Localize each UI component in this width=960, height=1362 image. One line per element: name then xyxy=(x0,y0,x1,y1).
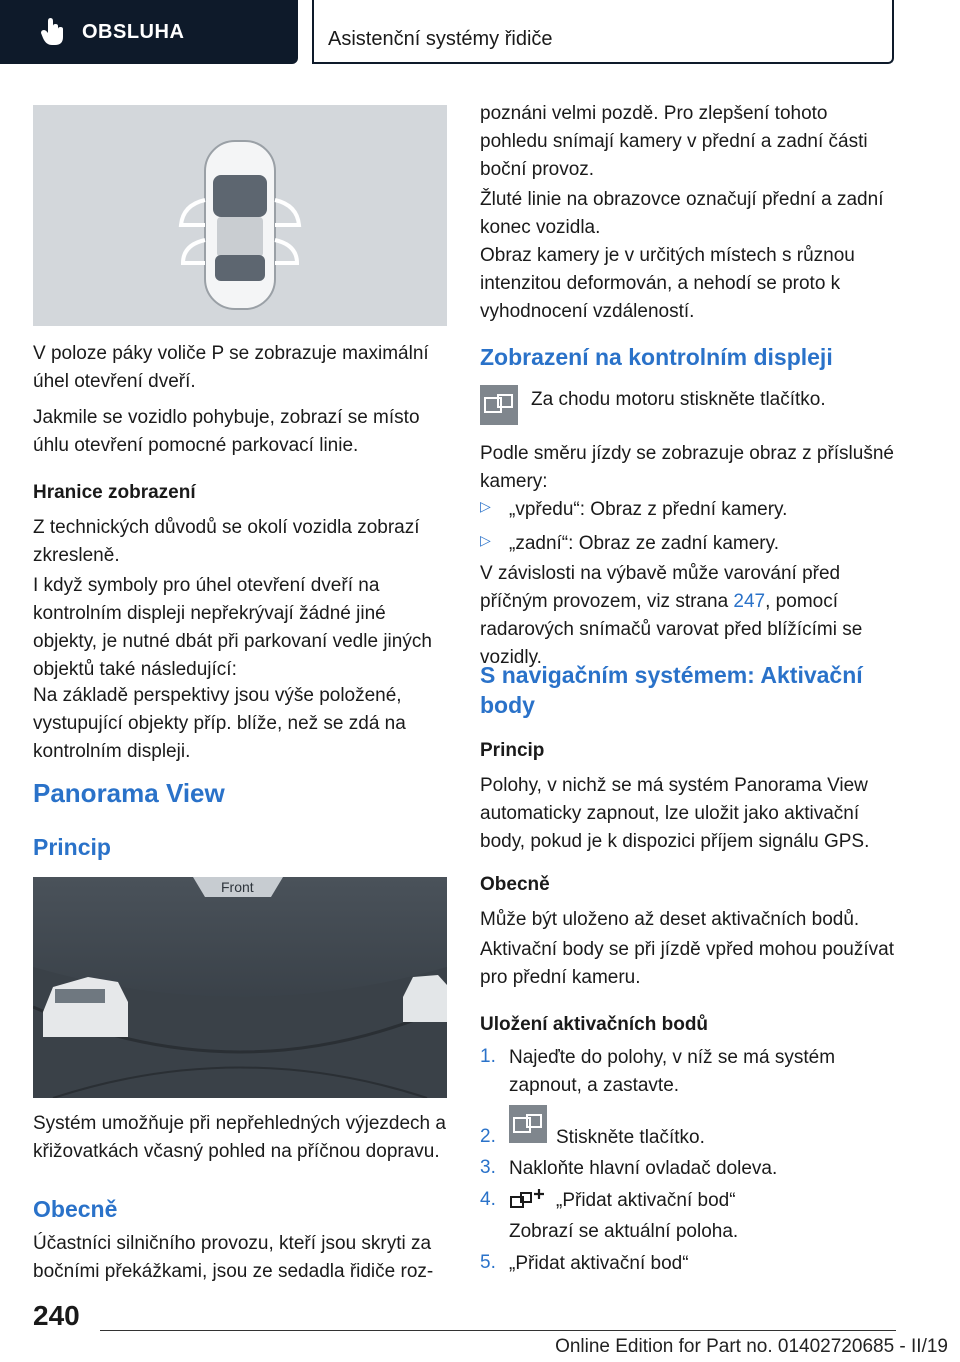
paragraph: Jakmile se vozidlo pohybuje, zobrazí se místo úhlu otevření pomocné parkovací linie. xyxy=(33,407,420,456)
paragraph: V poloze páky voliče P se zobrazuje maximální úhel otevření dveří. xyxy=(33,343,429,392)
chapter-title: Asistenční systémy řidiče xyxy=(328,28,553,50)
bullet-text: „zadní“: Obraz ze zadní kamery. xyxy=(509,533,779,554)
step-number: 2. xyxy=(480,1126,496,1147)
step-number: 3. xyxy=(480,1157,496,1178)
paragraph: Systém umožňuje při nepřehledných výjezdech a křižovatkách včasný pohled na příčnou dopravu. xyxy=(33,1113,446,1162)
subheading-obecne: Obecně xyxy=(480,874,550,895)
step-text: Nakloňte hlavní ovladač doleva. xyxy=(509,1158,778,1179)
bullet-front xyxy=(480,498,491,516)
page-number: 240 xyxy=(33,1300,80,1331)
paragraph: Na základě perspektivy jsou výše položené, vystupující objekty příp. blíže, než se zdá na kontrolním displeji. xyxy=(33,685,406,762)
paragraph: Účastníci silničního provozu, kteří jsou skryti za bočními překážkami, jsou ze sedadla řidiče roz- xyxy=(33,1233,434,1282)
paragraph: Obraz kamery je v určitých místech s různou intenzitou deformován, a nehodí se proto k vyhodnocení vzdáleností. xyxy=(480,245,855,322)
bullet-rear xyxy=(480,532,491,550)
paragraph: Polohy, v nichž se má systém Panorama View automaticky zapnout, lze uložit jako aktivační body, pokud je k dispozici příjem signálu GPS. xyxy=(480,775,870,852)
paragraph: Z technických důvodů se okolí vozidla zobrazí zkresleně. xyxy=(33,517,420,566)
paragraph: Za chodu motoru stiskněte tlačítko. xyxy=(531,389,826,410)
heading-panorama-view: Panorama View xyxy=(33,778,225,808)
edition-note: Online Edition for Part no. 01402720685 - II/19 xyxy=(555,1336,948,1357)
paragraph: poznáni velmi pozdě. Pro zlepšení tohoto pohledu snímají kamery v přední a zadní části boční provoz. xyxy=(480,103,868,180)
heading-obecne: Obecně xyxy=(33,1196,118,1222)
step-text: „Přidat aktivační bod“ xyxy=(556,1190,736,1211)
heading-princip: Princip xyxy=(33,834,111,860)
panorama-view-illustration xyxy=(33,877,447,1098)
door-opening-illustration xyxy=(33,105,447,326)
camera-button-graphic xyxy=(480,385,518,425)
subheading-princip: Princip xyxy=(480,740,545,761)
step-text: Najeďte do polohy, v níž se má systém zapnout, a zastavte. xyxy=(509,1047,836,1096)
paragraph: Žluté linie na obrazovce označují přední a zadní konec vozidla. xyxy=(480,189,884,238)
subheading-save: Uložení aktivačních bodů xyxy=(480,1014,709,1035)
triangle-bullet-icon: ▷ xyxy=(480,498,491,514)
camera-button-icon xyxy=(509,1105,547,1143)
panorama-scene-image xyxy=(33,877,447,1098)
paragraph: Podle směru jízdy se zobrazuje obraz z příslušné kamery: xyxy=(480,443,894,492)
header-chapter xyxy=(312,0,894,64)
step-text: „Přidat aktivační bod“ xyxy=(509,1253,689,1274)
paragraph: Aktivační body se při jízdě vpřed mohou používat pro přední kameru. xyxy=(480,939,895,988)
page-link-247[interactable]: 247 xyxy=(733,591,766,612)
subheading-limits: Hranice zobrazení xyxy=(33,482,196,503)
heading-display: Zobrazení na kontrolním displeji xyxy=(480,344,833,370)
add-trigger-point-symbol xyxy=(509,1185,545,1218)
paragraph: I když symboly pro úhel otevření dveří na kontrolním displeji nepřekrývají žádné jiné objekty, je nutné dbát při parkovaní vedle jiných objektů také následující: xyxy=(33,575,432,680)
front-label: Front xyxy=(221,879,254,895)
camera-button-icon xyxy=(480,385,518,425)
heading-nav: S navigačním systémem: Aktivační body xyxy=(480,662,863,718)
step-number: 5. xyxy=(480,1252,496,1273)
triangle-bullet-icon: ▷ xyxy=(480,532,491,548)
car-top-view-image xyxy=(33,105,447,326)
step-number: 1. xyxy=(480,1046,496,1067)
step-text: Stiskněte tlačítko. xyxy=(556,1127,705,1148)
footer-divider xyxy=(100,1330,896,1331)
paragraph: Může být uloženo až deset aktivačních bodů. xyxy=(480,909,860,930)
camera-button-graphic xyxy=(509,1105,547,1148)
header-section-tab xyxy=(0,0,298,64)
hand-icon xyxy=(40,17,68,47)
bullet-text: „vpředu“: Obraz z přední kamery. xyxy=(509,499,788,520)
step-number: 4. xyxy=(480,1189,496,1210)
step-subtext: Zobrazí se aktuální poloha. xyxy=(509,1221,739,1242)
section-title: OBSLUHA xyxy=(82,20,185,43)
paragraph-with-link: V závislosti na výbavě může varování před příčným provozem, viz strana 247, pomocí radarových snímačů varovat před blížícími se vozidly. xyxy=(480,563,863,668)
camera-add-icon xyxy=(509,1185,545,1213)
